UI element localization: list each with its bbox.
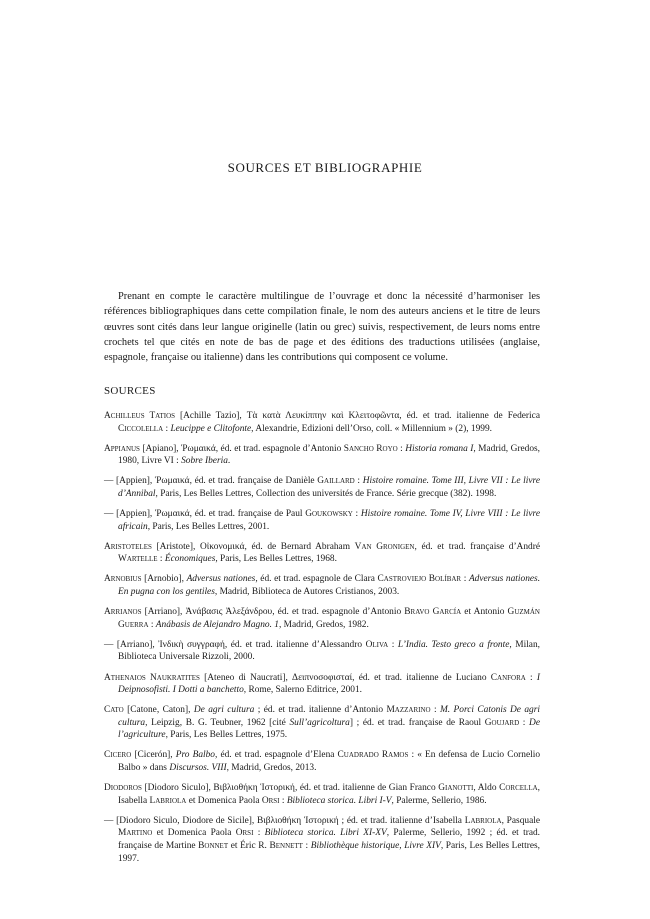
- entry-name: Van Gronigen: [354, 541, 415, 552]
- entry-name: Bravo García: [404, 607, 462, 618]
- bibliography-entry: [104, 443, 540, 468]
- bibliography-entry: [104, 749, 540, 774]
- bibliography-entry: [104, 672, 540, 697]
- entry-text: , Paris, Les Belles Lettres, 1997.: [118, 841, 540, 864]
- entry-text: :: [157, 554, 165, 565]
- entry-name: Bonnet: [198, 841, 229, 852]
- entry-text: , Madrid, Gredos, 1982.: [278, 619, 369, 630]
- entry-name: Ciccolella: [118, 423, 164, 434]
- entry-text: [Achille Tazio], Τὰ κατὰ Λευκίππην καὶ Κλειτοφῶντα, éd. et trad. italienne de Federica: [175, 411, 540, 421]
- entry-text: , éd. et trad. française d’André: [414, 541, 540, 552]
- entry-name: Gianotti: [438, 783, 474, 794]
- entry-text: , éd. et trad. espagnole d’Elena: [215, 750, 338, 761]
- entry-name: Wartelle: [118, 554, 158, 565]
- bibliography-list: [104, 410, 540, 873]
- entry-text: [Arriano], Ἰνδικὴ συγγραφή, éd. et trad. italienne d’Alessandro: [116, 639, 366, 650]
- entry-text: , Alexandrie, Edizioni dell’Orso, coll. « Millennium » (2), 1999.: [251, 423, 492, 434]
- entry-text: , Paris, Les Belles Lettres, Collection des universités de France. Série grecque (382). 1998.: [155, 488, 497, 499]
- bibliography-entry: [104, 606, 540, 631]
- entry-text: :: [525, 672, 537, 683]
- entry-text: , Paris, Les Belles Lettres, 1968.: [215, 554, 337, 565]
- entry-text: , éd. et trad. espagnole de Clara: [255, 574, 378, 585]
- entry-text: et Antonio: [461, 607, 508, 618]
- entry-title: Discursos. VIII: [169, 763, 227, 774]
- entry-title: L’India. Testo greco a fronte: [397, 639, 510, 650]
- entry-text: ; éd. et trad. italienne d’Antonio: [254, 705, 387, 716]
- entry-text: , Pasquale: [501, 815, 541, 826]
- entry-title: Économiques: [164, 554, 216, 565]
- entry-name: Goukowsky: [305, 509, 353, 520]
- entry-text: , Madrid, Biblioteca de Autores Cristianos, 2003.: [214, 587, 400, 598]
- entry-text: :: [519, 717, 530, 728]
- entry-title: Histoire romaine. Tome III, Livre VII : Le livre d’Annibal: [118, 476, 541, 499]
- entry-name: Orsi: [261, 795, 280, 806]
- entry-text: [Ateneo di Naucrati], Δειπνοσοφισταί, éd. et trad. italienne de Luciano: [199, 672, 491, 683]
- entry-author: —: [104, 815, 117, 826]
- entry-text: :: [302, 841, 311, 852]
- entry-text: :: [430, 705, 440, 716]
- entry-text: [Diodoro Siculo, Diodore de Sicile], Βιβλιοθήκη Ἱστορική ; éd. et trad. italienne d’Isabella: [116, 815, 465, 826]
- bibliography-entry: [104, 508, 540, 533]
- entry-title: Adversus nationes. En pugna con los gentiles: [118, 574, 541, 598]
- entry-name: Sancho Royo: [343, 443, 398, 454]
- entry-author: Cato: [104, 705, 124, 716]
- entry-author: Appianus: [104, 443, 140, 454]
- bibliography-entry: [104, 541, 540, 566]
- entry-text: :: [354, 476, 363, 487]
- entry-title: De agri cultura: [193, 705, 255, 716]
- entry-title: Histoire romaine. Tome IV, Livre VIII : Le livre africain: [118, 509, 541, 532]
- entry-text: , Palerme, Sellerio, 1986.: [391, 795, 487, 806]
- entry-author: Athenaios Naukratites: [104, 672, 200, 683]
- bibliography-entry: [104, 639, 540, 664]
- entry-text: , Paris, Les Belles Lettres, 1975.: [165, 730, 288, 741]
- entry-author: Aristoteles: [104, 541, 152, 552]
- entry-text: [Aristote], Οἰκονομικά, éd. de Bernard Abraham: [151, 541, 355, 552]
- entry-text: :: [148, 619, 156, 630]
- entry-text: [Arnobio],: [141, 574, 187, 585]
- entry-title: Adversus nationes: [186, 574, 256, 585]
- entry-text: [Appien], Ῥωμαικά, éd. et trad. française de Paul: [116, 509, 306, 520]
- entry-title: I Deipnosofisti. I Dotti a banchetto: [118, 672, 541, 696]
- entry-title: De l’agriculture: [118, 717, 540, 741]
- entry-name: Martino: [118, 828, 153, 839]
- entry-name: Cuadrado Ramos: [337, 750, 409, 761]
- bibliography-entry: [104, 815, 540, 865]
- entry-text: et Domenica Paola: [186, 795, 262, 806]
- entry-name: Goujard: [484, 717, 520, 728]
- entry-text: , Palerme, Sellerio, 1992 ; éd. et trad. française de Martine: [118, 828, 541, 852]
- entry-name: Oliva: [365, 639, 389, 650]
- entry-text: [Cicerón],: [131, 750, 176, 761]
- bibliography-entry: [104, 782, 540, 807]
- entry-title: Sobre Iberia: [181, 456, 228, 467]
- entry-name: Gaillard: [317, 476, 355, 487]
- entry-text: et Domenica Paola: [152, 828, 236, 839]
- entry-text: [Arriano], Ἀνάβασις Ἀλεξάνδρου, éd. et trad. espagnole d’Antonio: [141, 607, 405, 618]
- entry-name: Bennett: [269, 841, 303, 852]
- entry-text: , Madrid, Gredos, 1980, Livre VI :: [118, 443, 540, 467]
- entry-text: :: [388, 639, 398, 650]
- entry-name: Mazzarino: [386, 705, 431, 716]
- entry-name: Orsi: [235, 828, 254, 839]
- entry-name: Corcella: [499, 783, 538, 794]
- entry-title: M. Porci Catonis De agri cultura: [118, 705, 540, 728]
- bibliography-entry: [104, 704, 540, 742]
- entry-text: , Madrid, Gredos, 2013.: [226, 763, 317, 774]
- entry-author: Achilleus Tatios: [104, 411, 176, 421]
- entry-title: Biblioteca storica. Libri I-V: [286, 795, 392, 806]
- entry-author: Diodoros: [104, 783, 142, 794]
- entry-text: ] ; éd. et trad. française de Raoul: [349, 717, 485, 728]
- entry-text: :: [279, 795, 287, 806]
- entry-text: :: [397, 443, 406, 454]
- entry-name: Castroviejo Bolíbar: [377, 574, 462, 585]
- page-title: SOURCES ET BIBLIOGRAPHIE: [227, 160, 423, 175]
- entry-text: , Aldo: [473, 783, 500, 794]
- bibliography-entry: [104, 475, 540, 500]
- entry-text: .: [227, 456, 231, 467]
- entry-author: Arrianos: [104, 607, 142, 618]
- entry-text: :: [163, 423, 171, 434]
- entry-text: , Isabella: [118, 783, 540, 806]
- entry-name: Labriola: [464, 815, 502, 826]
- entry-text: [Diodoro Siculo], Βιβλιοθήκη Ἱστορική, éd. et trad. italienne de Gian Franco: [141, 783, 439, 794]
- entry-title: Pro Balbo: [175, 750, 215, 761]
- entry-text: : « En defensa de Lucio Cornelio Balbo » dans: [118, 750, 541, 774]
- entry-name: Labriola: [149, 795, 187, 806]
- intro-paragraph: Prenant en compte le caractère multilingue de l’ouvrage et donc la nécessité d’harmoniser les références bibliographiques dans cette compilation finale, le nom des auteurs anciens et le titre de leurs œuvres sont cités dans leur langue originelle (latin ou grec) suivis, respectivement, de leurs noms entre crochets tel que cités en note de bas de page et des éditions des traductions utilisées (anglaise, espagnole, française ou italienne) dans les contributions qui composent ce volume.: [104, 291, 540, 364]
- entry-text: :: [461, 574, 469, 585]
- entry-title: Sull’agricoltura: [289, 717, 350, 728]
- entry-author: Cicero: [104, 750, 132, 761]
- entry-title: Anábasis de Alejandro Magno. 1: [155, 619, 279, 630]
- section-heading: SOURCES: [104, 385, 156, 397]
- entry-text: [Catone, Caton],: [123, 705, 194, 716]
- entry-title: Historia romana I: [405, 443, 474, 454]
- entry-title: Leucippe e Clitofonte: [170, 423, 252, 434]
- entry-text: , Paris, Les Belles Lettres, 2001.: [147, 521, 270, 532]
- entry-text: :: [352, 509, 361, 520]
- bibliography-entry: [104, 410, 540, 435]
- entry-title: Biblioteca storica. Libri XI-XV: [264, 828, 387, 839]
- entry-author: —: [104, 639, 117, 650]
- entry-name: Guzmán Guerra: [118, 607, 540, 630]
- entry-text: [Apiano], Ῥωμαικά, éd. et trad. espagnole d’Antonio: [139, 443, 344, 454]
- entry-text: , Milan, Biblioteca Universale Rizzoli, 2000.: [118, 639, 540, 663]
- entry-author: Arnobius: [104, 574, 142, 585]
- entry-name: Canfora: [490, 672, 526, 683]
- entry-text: et Éric R.: [228, 841, 270, 852]
- entry-author: —: [104, 509, 117, 520]
- entry-text: , Rome, Salerno Editrice, 2001.: [243, 685, 362, 696]
- entry-text: [Appien], Ῥωμαικά, éd. et trad. française de Danièle: [116, 476, 318, 487]
- entry-title: Bibliothèque historique, Livre XIV: [310, 841, 441, 852]
- entry-text: , Leipzig, B. G. Teubner, 1962 [cité: [145, 717, 290, 728]
- entry-text: :: [253, 828, 265, 839]
- entry-author: —: [104, 476, 117, 487]
- bibliography-entry: [104, 573, 540, 598]
